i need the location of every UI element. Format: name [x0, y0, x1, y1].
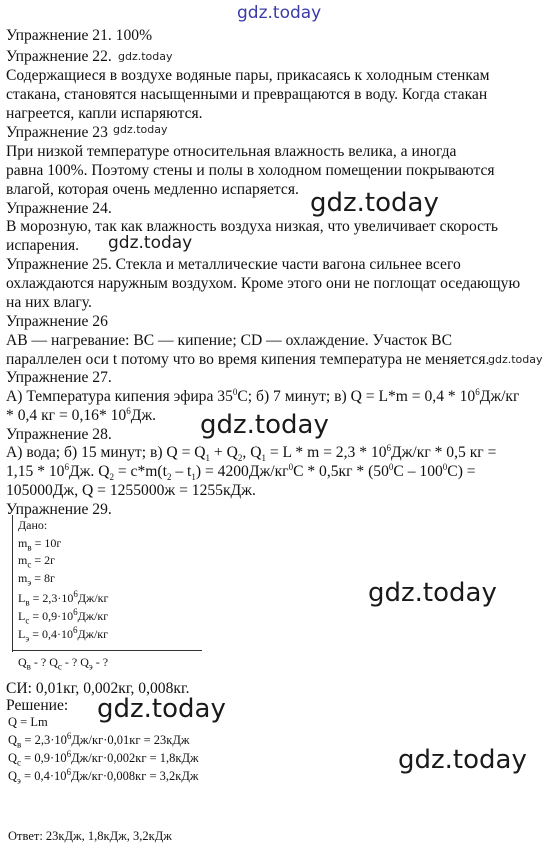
solution-alcohol: $Q_с = 0,9\cdot 10^6Дж/кг\cdot 0,002кг = 1,8кДж$	[8, 748, 199, 768]
exercise-24-title: Упражнение 24.	[6, 200, 112, 217]
watermark-large: gdz.today	[97, 694, 226, 724]
given-heat-alcohol: $L_с = 0,9\cdot 10^6Дж/кг$	[18, 607, 109, 626]
exercise-29-title: Упражнение 29.	[6, 501, 112, 518]
exercise-28-title: Упражнение 28.	[6, 426, 112, 443]
exercise-23-text: При низкой температуре относительная влажность велика, а иногда	[6, 143, 457, 160]
exercise-26-title: Упражнение 26	[6, 313, 108, 330]
exercise-22-text: стакана, становятся насыщенными и превращаются в воду. Когда стакан	[6, 86, 488, 103]
exercise-23-text: влагой, которая очень медленно испаряется.	[6, 181, 299, 198]
watermark-large: gdz.today	[310, 188, 439, 218]
solution-title: Решение:	[6, 697, 69, 714]
exercise-25-text: охлаждаются наружным воздухом. Кроме этого они не поглощат оседающую	[6, 275, 521, 292]
solution-ether: $Q_э = 0,4\cdot 10^6Дж/кг\cdot 0,008кг = 3,2кДж$	[8, 766, 199, 786]
given-divider-horizontal	[12, 650, 202, 651]
given-mass-water: $m_в = 10г$	[18, 536, 62, 553]
watermark-top: gdz.today	[237, 3, 322, 23]
given-heat-water: $L_в = 2,3\cdot 10^6Дж/кг$	[18, 589, 109, 608]
exercise-22-text: нагреется, капли испаряются.	[6, 105, 203, 122]
exercise-26-text: AB — нагревание: BC — кипение; CD — охлаждение. Участок BC	[6, 332, 452, 349]
exercise-24-text: В морозную, так как влажность воздуха низкая, что увеличивает скорость	[6, 218, 499, 235]
given-mass-alcohol: $m_с = 2г$	[18, 553, 56, 570]
watermark-small: gdz.today	[113, 123, 168, 136]
exercise-24-text: испарения.	[6, 237, 80, 254]
answer: Ответ: 23кДж, 1,8кДж, 3,2кДж	[8, 829, 172, 843]
exercise-21: Упражнение 21. 100%	[6, 27, 153, 44]
exercise-27-title: Упражнение 27.	[6, 369, 112, 386]
given-block	[12, 515, 202, 672]
exercise-28-text: 105000Дж, Q = 1255000ж = 1255кДж.	[6, 482, 256, 499]
solution-formula: Q = Lm	[8, 715, 48, 729]
given-find: $Q_в$ - ? $Q_с$ - ? $Q_э$ - ?	[18, 655, 109, 672]
exercise-27-text: * 0,4 кг = 0,16* $10^6Дж$.	[6, 405, 157, 424]
exercise-25-text: на них влагу.	[6, 294, 92, 311]
watermark-large: gdz.today	[200, 410, 329, 440]
watermark-small: gdz.today	[488, 353, 543, 366]
exercise-27-text: А) Температура кипения эфира $35^0С$; б) 7 минут; в) $Q = L*m = 0,4 * 10^6Дж/кг$	[6, 386, 520, 405]
exercise-26-text: параллелен оси t потому что во время кипения температура не меняется.	[6, 351, 490, 368]
watermark-small: gdz.today	[118, 50, 173, 63]
given-heat-ether: $L_э = 0,4\cdot 10^6Дж/кг$	[18, 625, 109, 644]
exercise-23-title: Упражнение 23	[6, 124, 108, 141]
given-divider-vertical	[12, 515, 13, 652]
watermark-large: gdz.today	[398, 745, 527, 775]
exercise-25-text: Упражнение 25. Стекла и металлические части вагона сильнее всего	[6, 256, 461, 273]
solution-water: $Q_в = 2,3\cdot 10^6Дж/кг\cdot 0,01кг = 23кДж$	[8, 730, 190, 750]
exercise-28-text: $1,15 * 10^6Дж$. $Q_2 = c*m(t_2 - t_1) = 4200Дж/кг^0С * 0,5кг * (50^0С - 100^0С)$ =	[6, 461, 476, 483]
exercise-22-title: Упражнение 22.	[6, 48, 112, 65]
exercise-28-text: А) вода; б) 15 минут; в) $Q = Q_1 + Q_2$, $Q_1 = L * m = 2,3 * 10^6Дж/кг * 0,5$ кг =	[6, 442, 497, 464]
given-mass-ether: $m_э = 8г$	[18, 571, 55, 588]
exercise-22-text: Содержащиеся в воздухе водяные пары, прикасаясь к холодным стенкам	[6, 67, 490, 84]
given-title: Дано:	[18, 518, 48, 532]
watermark-large: gdz.today	[368, 578, 497, 608]
exercise-23-text: равна 100%. Поэтому стены и полы в холодном помещении покрываются	[6, 162, 495, 179]
watermark-medium: gdz.today	[108, 233, 193, 253]
si-conversion: СИ: 0,01кг, 0,002кг, 0,008кг.	[6, 680, 190, 697]
